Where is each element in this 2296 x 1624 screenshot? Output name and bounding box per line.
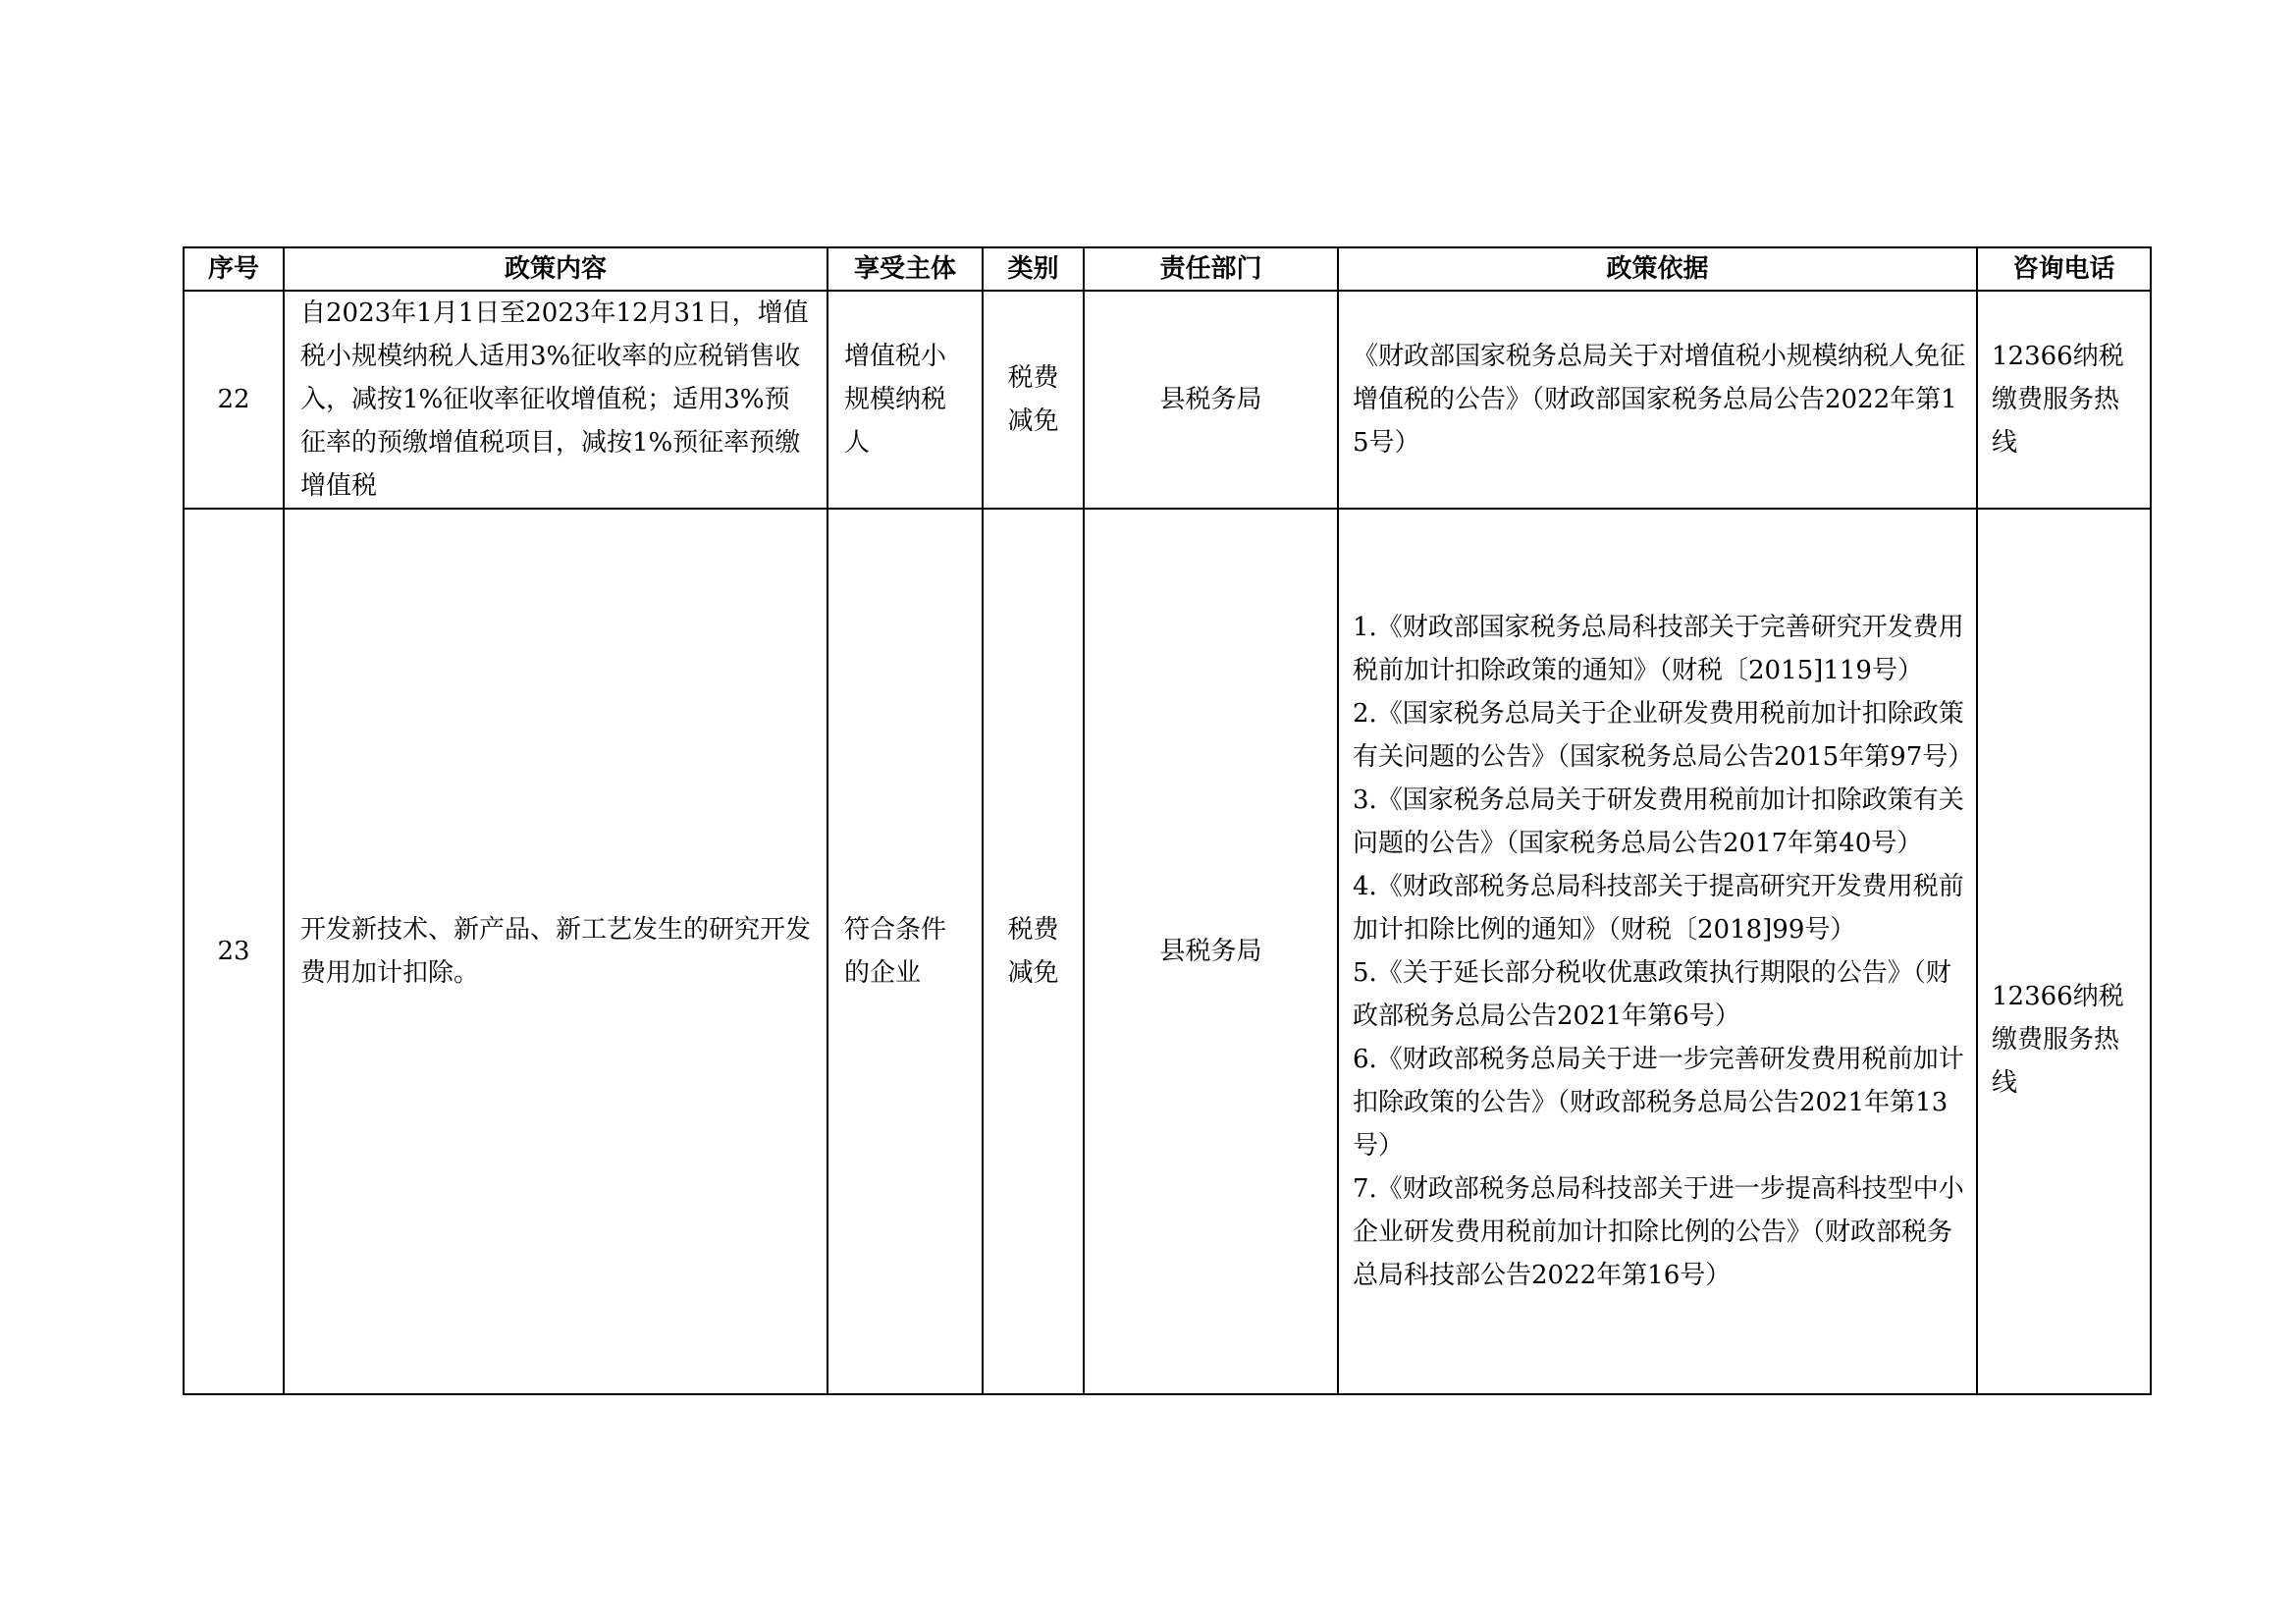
seq-text: 23	[217, 937, 250, 966]
cell-phone	[1977, 291, 2151, 509]
basis-item-2: 2.《国家税务总局关于企业研发费用税前加计扣除政策有关问题的公告》（国家税务总局公告2015年第97号）	[1353, 699, 1974, 772]
subject-text: 符合条件的企业	[844, 915, 947, 988]
table-row	[184, 291, 2151, 509]
cell-content	[284, 291, 828, 509]
type-text: 税费减免	[1007, 915, 1059, 988]
cell-type	[983, 509, 1084, 1394]
header-type: 类别	[983, 247, 1084, 291]
phone-text: 12366纳税缴费服务热线	[1992, 342, 2124, 458]
header-content: 政策内容	[284, 247, 828, 291]
header-dept: 责任部门	[1084, 247, 1338, 291]
cell-seq	[184, 509, 284, 1394]
cell-basis	[1338, 509, 1977, 1394]
cell-dept	[1084, 509, 1338, 1394]
content-text: 自2023年1月1日至2023年12月31日，增值税小规模纳税人适用3%征收率的应税销售收入，减按1%征收率征收增值税；适用3%预征率的预缴增值税项目，减按1%预征率预缴增值税	[300, 298, 809, 501]
table-header	[184, 247, 2151, 291]
cell-subject	[828, 291, 983, 509]
table-body	[184, 291, 2151, 1394]
cell-basis	[1338, 291, 1977, 509]
dept-text: 县税务局	[1159, 937, 1262, 966]
cell-phone	[1977, 509, 2151, 1394]
cell-seq	[184, 291, 284, 509]
table-row	[184, 509, 2151, 1394]
header-subject: 享受主体	[828, 247, 983, 291]
content-text: 开发新技术、新产品、新工艺发生的研究开发费用加计扣除。	[300, 915, 812, 988]
policy-table	[183, 246, 2152, 1395]
header-basis: 政策依据	[1338, 247, 1977, 291]
seq-text: 22	[217, 385, 250, 414]
basis-item-4: 4.《财政部税务总局科技部关于提高研究开发费用税前加计扣除比例的通知》（财税〔2018]99号）	[1353, 872, 1964, 945]
basis-item-7: 7.《财政部税务总局科技部关于进一步提高科技型中小企业研发费用税前加计扣除比例的公告》（财政部税务总局科技部公告2022年第16号）	[1353, 1174, 1964, 1290]
header-seq: 序号	[184, 247, 284, 291]
basis-item-5: 5.《关于延长部分税收优惠政策执行期限的公告》（财政部税务总局公告2021年第6号）	[1353, 958, 1951, 1031]
cell-subject	[828, 509, 983, 1394]
header-phone: 咨询电话	[1977, 247, 2151, 291]
cell-type	[983, 291, 1084, 509]
basis-item: 《财政部国家税务总局关于对增值税小规模纳税人免征增值税的公告》（财政部国家税务总局公告2022年第15号）	[1353, 342, 1966, 458]
basis-item-6: 6.《财政部税务总局关于进一步完善研发费用税前加计扣除政策的公告》（财政部税务总局公告2021年第13号）	[1353, 1045, 1964, 1161]
phone-text: 12366纳税缴费服务热线	[1992, 982, 2124, 1098]
cell-dept	[1084, 291, 1338, 509]
subject-text: 增值税小规模纳税人	[844, 342, 947, 458]
cell-content	[284, 509, 828, 1394]
dept-text: 县税务局	[1159, 385, 1262, 414]
basis-item-3: 3.《国家税务总局关于研发费用税前加计扣除政策有关问题的公告》（国家税务总局公告2017年第40号）	[1353, 785, 1964, 858]
basis-item-1: 1.《财政部国家税务总局科技部关于完善研究开发费用税前加计扣除政策的通知》（财税〔2015]119号）	[1353, 613, 1964, 685]
header-row	[184, 247, 2151, 291]
type-text: 税费减免	[1007, 363, 1059, 436]
